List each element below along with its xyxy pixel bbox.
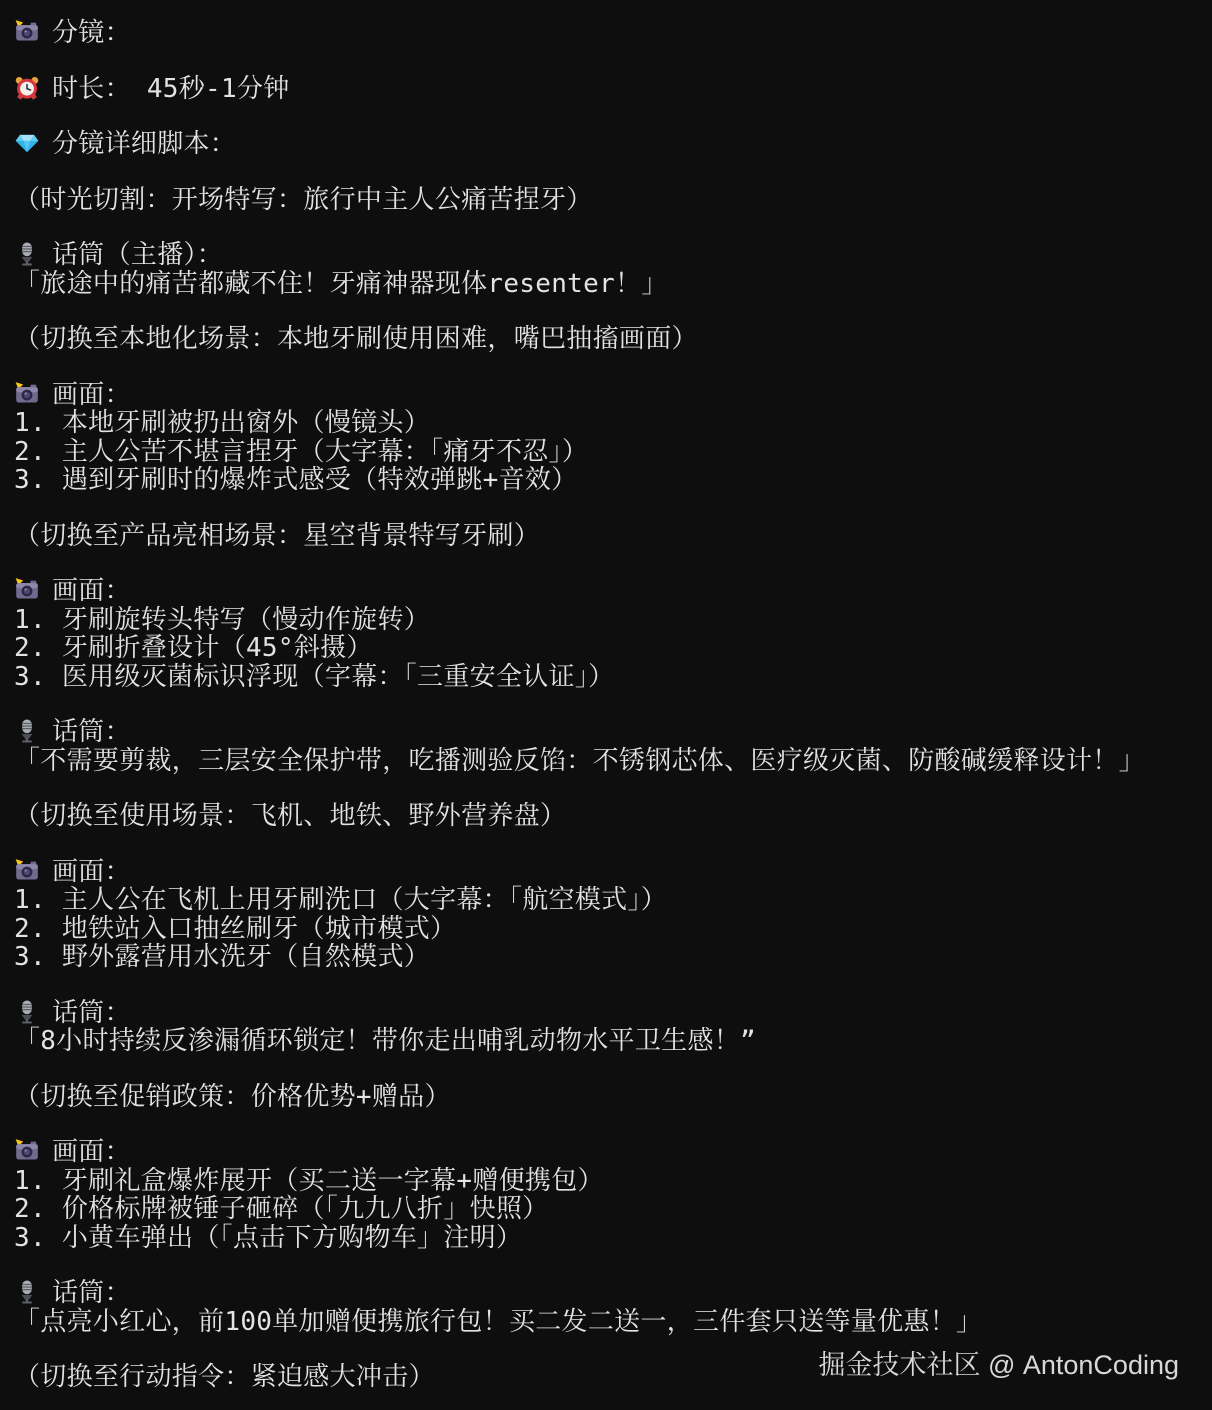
line-text: 画面： [52, 576, 131, 606]
script-block [14, 186, 1202, 215]
script-line [14, 1167, 1202, 1196]
script-line [14, 747, 1202, 776]
line-text: 3. 野外露营用水洗牙（自然模式） [14, 942, 431, 972]
script-block [14, 381, 1202, 495]
microphone-icon [14, 718, 40, 744]
line-text: 「旅途中的痛苦都藏不住！牙痛神器现体resenter！」 [14, 268, 668, 299]
script-line [14, 802, 1202, 831]
line-text: （切换至使用场景：飞机、地铁、野外营养盘） [14, 801, 567, 831]
line-text: 「不需要剪裁，三层安全保护带，吃播测验反馅：不锈钢芯体、医疗级灭菌、防酸碱缓释设计！」 [14, 745, 1145, 776]
script-block [14, 19, 1202, 48]
line-text: 时长： 45秒-1分钟 [52, 73, 290, 104]
script-block [14, 75, 1202, 104]
microphone-icon [14, 241, 40, 267]
script-line [14, 466, 1202, 495]
script-line [14, 186, 1202, 215]
script-block [14, 1138, 1202, 1252]
script-line [14, 1138, 1202, 1167]
line-text: 3. 遇到牙刷时的爆炸式感受（特效弹跳+音效） [14, 465, 578, 495]
camera-flash-icon [14, 1138, 40, 1164]
line-text: 2. 地铁站入口抽丝刷牙（城市模式） [14, 913, 457, 944]
script-line [14, 943, 1202, 972]
microphone-icon [14, 1279, 40, 1305]
script-line [14, 577, 1202, 606]
line-text: 分镜详细脚本： [52, 129, 237, 159]
script-line [14, 915, 1202, 944]
script-line [14, 858, 1202, 887]
line-text: （切换至促销政策：价格优势+赠品） [14, 1081, 451, 1112]
script-block [14, 999, 1202, 1056]
script-line [14, 886, 1202, 915]
script-block [14, 325, 1202, 354]
line-text: 3. 小黄车弹出（「点击下方购物车」注明） [14, 1222, 523, 1253]
script-line [14, 438, 1202, 467]
script-line [14, 381, 1202, 410]
script-line [14, 1224, 1202, 1253]
script-block [14, 802, 1202, 831]
script-line [14, 1279, 1202, 1308]
camera-flash-icon [14, 381, 40, 407]
script-line [14, 1083, 1202, 1112]
script-line [14, 718, 1202, 747]
line-text: 话筒： [52, 997, 131, 1028]
line-text: 3. 医用级灭菌标识浮现（字幕：「三重安全认证」） [14, 661, 615, 692]
line-text: 2. 牙刷折叠设计（45°斜摄） [14, 633, 373, 663]
script-line [14, 1308, 1202, 1337]
script-block [14, 577, 1202, 691]
camera-flash-icon [14, 858, 40, 884]
script-line [14, 634, 1202, 663]
line-text: 1. 主人公在飞机上用牙刷洗口（大字幕：「航空模式」） [14, 885, 668, 915]
line-text: 话筒（主播）： [52, 240, 224, 270]
script-line [14, 270, 1202, 299]
script-line [14, 19, 1202, 48]
script-block [14, 130, 1202, 159]
script-block [14, 522, 1202, 551]
watermark: 掘金技术社区 @ AntonCoding [818, 1350, 1179, 1380]
alarm-clock-icon [14, 75, 40, 101]
line-text: 画面： [52, 856, 131, 887]
microphone-icon [14, 999, 40, 1025]
script-block [14, 718, 1202, 775]
gem-icon [14, 130, 40, 156]
script-line [14, 409, 1202, 438]
line-text: （切换至行动指令：紧迫感大冲击） [14, 1362, 435, 1392]
line-text: 话筒： [52, 1278, 131, 1308]
line-text: 「点亮小红心，前100单加赠便携旅行包！买二发二送一，三件套只送等量优惠！」 [14, 1306, 983, 1337]
line-text: 画面： [52, 1137, 131, 1167]
line-text: 1. 牙刷礼盒爆炸展开（买二送一字幕+赠便携包） [14, 1165, 604, 1196]
line-text: （切换至产品亮相场景：星空背景特写牙刷） [14, 520, 541, 551]
script-block [14, 1083, 1202, 1112]
script-block [14, 1279, 1202, 1336]
line-text: 1. 牙刷旋转头特写（慢动作旋转） [14, 604, 431, 635]
script-line [14, 130, 1202, 159]
script-block [14, 858, 1202, 972]
line-text: 「8小时持续反渗漏循环锁定！带你走出哺乳动物水平卫生感！” [14, 1026, 757, 1056]
script-line [14, 241, 1202, 270]
line-text: （时光切割：开场特写：旅行中主人公痛苦捏牙） [14, 184, 593, 215]
line-text: 2. 主人公苦不堪言捏牙（大字幕：「痛牙不忍」） [14, 436, 589, 467]
script-line [14, 606, 1202, 635]
script-line [14, 522, 1202, 551]
line-text: 2. 价格标牌被锤子砸碎（「九九八折」快照） [14, 1194, 549, 1224]
script-line [14, 325, 1202, 354]
script-line [14, 1195, 1202, 1224]
script-line [14, 75, 1202, 104]
script-line [14, 1027, 1202, 1056]
line-text: （切换至本地化场景：本地牙刷使用困难，嘴巴抽搐画面） [14, 324, 698, 354]
line-text: 画面： [52, 379, 131, 410]
line-text: 话筒： [52, 717, 131, 747]
line-text: 1. 本地牙刷被扔出窗外（慢镜头） [14, 408, 431, 438]
line-text: 分镜： [52, 18, 131, 48]
script-line [14, 663, 1202, 692]
camera-flash-icon [14, 577, 40, 603]
script-block [14, 241, 1202, 298]
script-line [14, 999, 1202, 1028]
camera-flash-icon [14, 19, 40, 45]
